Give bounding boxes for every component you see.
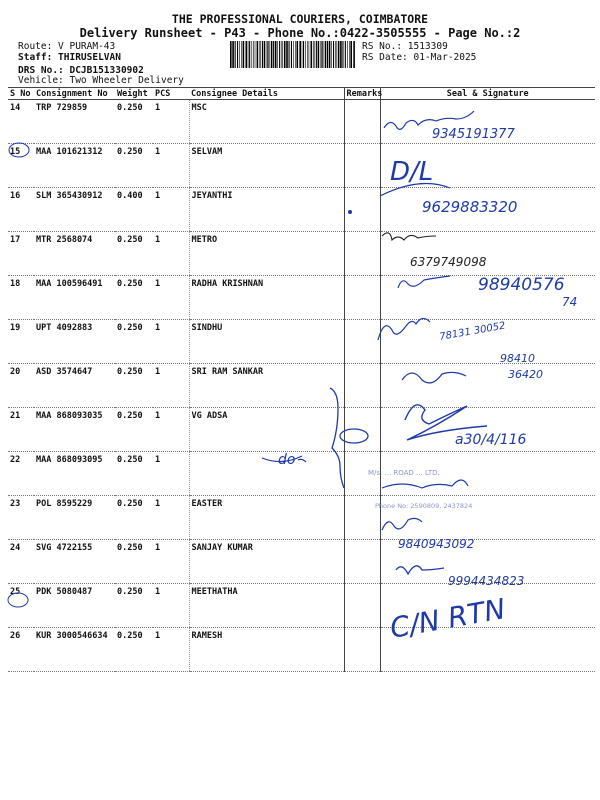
table-row [8, 188, 595, 232]
cell-weight: 0.250 [115, 584, 153, 628]
cell-remarks [344, 232, 380, 276]
cell-weight: 0.250 [115, 628, 153, 672]
cell-consignee: RADHA KRISHNAN [189, 276, 344, 320]
cell-consignment: ASD 3574647 [34, 364, 115, 408]
cell-sno: 24 [8, 540, 34, 584]
cell-consignee: MSC [189, 100, 344, 144]
cell-pcs: 1 [153, 320, 189, 364]
drs-number: DRS No.: DCJB151330902 [18, 65, 144, 76]
stamp-text-2: Phone No: 2590809, 2437824 [375, 502, 473, 510]
cell-remarks [344, 452, 380, 496]
cell-sno: 18 [8, 276, 34, 320]
cell-consignee: RAMESH [189, 628, 344, 672]
cell-remarks [344, 100, 380, 144]
table-row [8, 496, 595, 540]
cell-consignment: TRP 729859 [34, 100, 115, 144]
cell-consignment: MTR 2568074 [34, 232, 115, 276]
cell-remarks [344, 540, 380, 584]
cell-signature [380, 452, 595, 496]
cell-pcs: 1 [153, 232, 189, 276]
table-row [8, 540, 595, 584]
cell-pcs: 1 [153, 364, 189, 408]
cell-sno: 19 [8, 320, 34, 364]
cell-weight: 0.250 [115, 540, 153, 584]
rs-number: RS No.: 1513309 [362, 41, 448, 52]
cell-pcs: 1 [153, 540, 189, 584]
cell-sno: 26 [8, 628, 34, 672]
cell-remarks [344, 276, 380, 320]
cell-consignment: SLM 365430912 [34, 188, 115, 232]
col-consignee: Consignee Details [189, 88, 344, 100]
hw-r18: 98940576 [478, 275, 565, 295]
cell-remarks [344, 408, 380, 452]
cell-sno: 23 [8, 496, 34, 540]
cell-weight: 0.250 [115, 408, 153, 452]
cell-pcs: 1 [153, 276, 189, 320]
cell-remarks [344, 584, 380, 628]
barcode-image [230, 41, 355, 68]
cell-consignment: KUR 3000546634 [34, 628, 115, 672]
staff-label: Staff: THIRUSELVAN [18, 52, 121, 63]
cell-signature [380, 364, 595, 408]
hw-r17: 6379749098 [410, 255, 487, 269]
table-row [8, 320, 595, 364]
hw-r22-ditto: do [278, 452, 296, 468]
col-consignment: Consignment No [34, 88, 115, 100]
cell-weight: 0.250 [115, 100, 153, 144]
cell-consignee: SELVAM [189, 144, 344, 188]
hw-r20: 98410 [500, 352, 535, 365]
cell-signature [380, 540, 595, 584]
cell-sno: 17 [8, 232, 34, 276]
cell-consignee: SANJAY KUMAR [189, 540, 344, 584]
table-row [8, 144, 595, 188]
cell-consignment: POL 8595229 [34, 496, 115, 540]
hw-r26: C/N RTN [387, 592, 508, 645]
table-row [8, 232, 595, 276]
cell-consignment: MAA 101621312 [34, 144, 115, 188]
cell-consignment: MAA 868093035 [34, 408, 115, 452]
cell-signature [380, 276, 595, 320]
cell-consignment: MAA 868093095 [34, 452, 115, 496]
cell-remarks [344, 364, 380, 408]
cell-consignment: PDK 5080487 [34, 584, 115, 628]
cell-remarks [344, 144, 380, 188]
cell-sno: 16 [8, 188, 34, 232]
company-title: THE PROFESSIONAL COURIERS, COIMBATORE [171, 12, 429, 26]
cell-signature [380, 320, 595, 364]
vehicle-label: Vehicle: Two Wheeler Delivery [18, 75, 184, 86]
cell-sno: 20 [8, 364, 34, 408]
cell-weight: 0.250 [115, 232, 153, 276]
cell-weight: 0.250 [115, 496, 153, 540]
cell-weight: 0.250 [115, 276, 153, 320]
cell-signature [380, 188, 595, 232]
table-row [8, 628, 595, 672]
cell-sno: 14 [8, 100, 34, 144]
runsheet-title: Delivery Runsheet - P43 - Phone No.:0422-3505555 - Page No.:2 [79, 26, 521, 40]
cell-consignee: SRI RAM SANKAR [189, 364, 344, 408]
table-row [8, 276, 595, 320]
cell-weight: 0.400 [115, 188, 153, 232]
cell-weight: 0.250 [115, 452, 153, 496]
table-row [8, 408, 595, 452]
table-row [8, 452, 595, 496]
hw-r16: 9629883320 [422, 198, 518, 216]
hw-r18b: 74 [562, 295, 578, 309]
cell-consignee: MEETHATHA [189, 584, 344, 628]
cell-consignee: EASTER [189, 496, 344, 540]
cell-consignee [189, 452, 344, 496]
cell-signature [380, 584, 595, 628]
table-row [8, 100, 595, 144]
cell-signature [380, 100, 595, 144]
stamp-text: M/s. ... ROAD ... LTD. [368, 469, 440, 477]
cell-consignment: SVG 4722155 [34, 540, 115, 584]
col-remarks: Remarks [344, 88, 380, 100]
cell-pcs: 1 [153, 584, 189, 628]
cell-remarks [344, 496, 380, 540]
cell-signature [380, 628, 595, 672]
cell-signature [380, 496, 595, 540]
cell-sno: 15 [8, 144, 34, 188]
cell-sno: 21 [8, 408, 34, 452]
col-weight: Weight [115, 88, 153, 100]
hw-r19: 78131 30052 [438, 320, 507, 343]
cell-signature [380, 408, 595, 452]
cell-consignee: METRO [189, 232, 344, 276]
cell-pcs: 1 [153, 408, 189, 452]
cell-pcs: 1 [153, 628, 189, 672]
col-signature: Seal & Signature [380, 88, 595, 100]
hw-r14: 9345191377 [432, 127, 515, 142]
cell-pcs: 1 [153, 100, 189, 144]
cell-sno: 22 [8, 452, 34, 496]
cell-pcs: 1 [153, 452, 189, 496]
hw-r15: D/L [390, 157, 434, 187]
cell-remarks [344, 320, 380, 364]
cell-pcs: 1 [153, 496, 189, 540]
cell-weight: 0.250 [115, 320, 153, 364]
cell-remarks [344, 628, 380, 672]
cell-pcs: 1 [153, 188, 189, 232]
rs-date: RS Date: 01-Mar-2025 [362, 52, 477, 63]
col-pcs: PCS [153, 88, 189, 100]
runsheet-table [8, 87, 595, 672]
cell-signature [380, 144, 595, 188]
hw-r24: 9840943092 [398, 537, 475, 551]
cell-weight: 0.250 [115, 144, 153, 188]
cell-consignee: JEYANTHI [189, 188, 344, 232]
table-row [8, 584, 595, 628]
route-label: Route: V PURAM-43 [18, 41, 116, 52]
cell-consignee: VG ADSA [189, 408, 344, 452]
hw-r25: 9994434823 [448, 574, 525, 588]
table-row [8, 364, 595, 408]
hw-r20b: 36420 [508, 368, 543, 381]
cell-consignment: UPT 4092883 [34, 320, 115, 364]
table-header-row [8, 88, 595, 100]
cell-consignment: MAA 100596491 [34, 276, 115, 320]
cell-remarks [344, 188, 380, 232]
col-sno: S No [8, 88, 34, 100]
hw-r22: a30/4/116 [455, 432, 527, 448]
cell-sno: 25 [8, 584, 34, 628]
cell-consignee: SINDHU [189, 320, 344, 364]
cell-pcs: 1 [153, 144, 189, 188]
cell-weight: 0.250 [115, 364, 153, 408]
cell-signature [380, 232, 595, 276]
